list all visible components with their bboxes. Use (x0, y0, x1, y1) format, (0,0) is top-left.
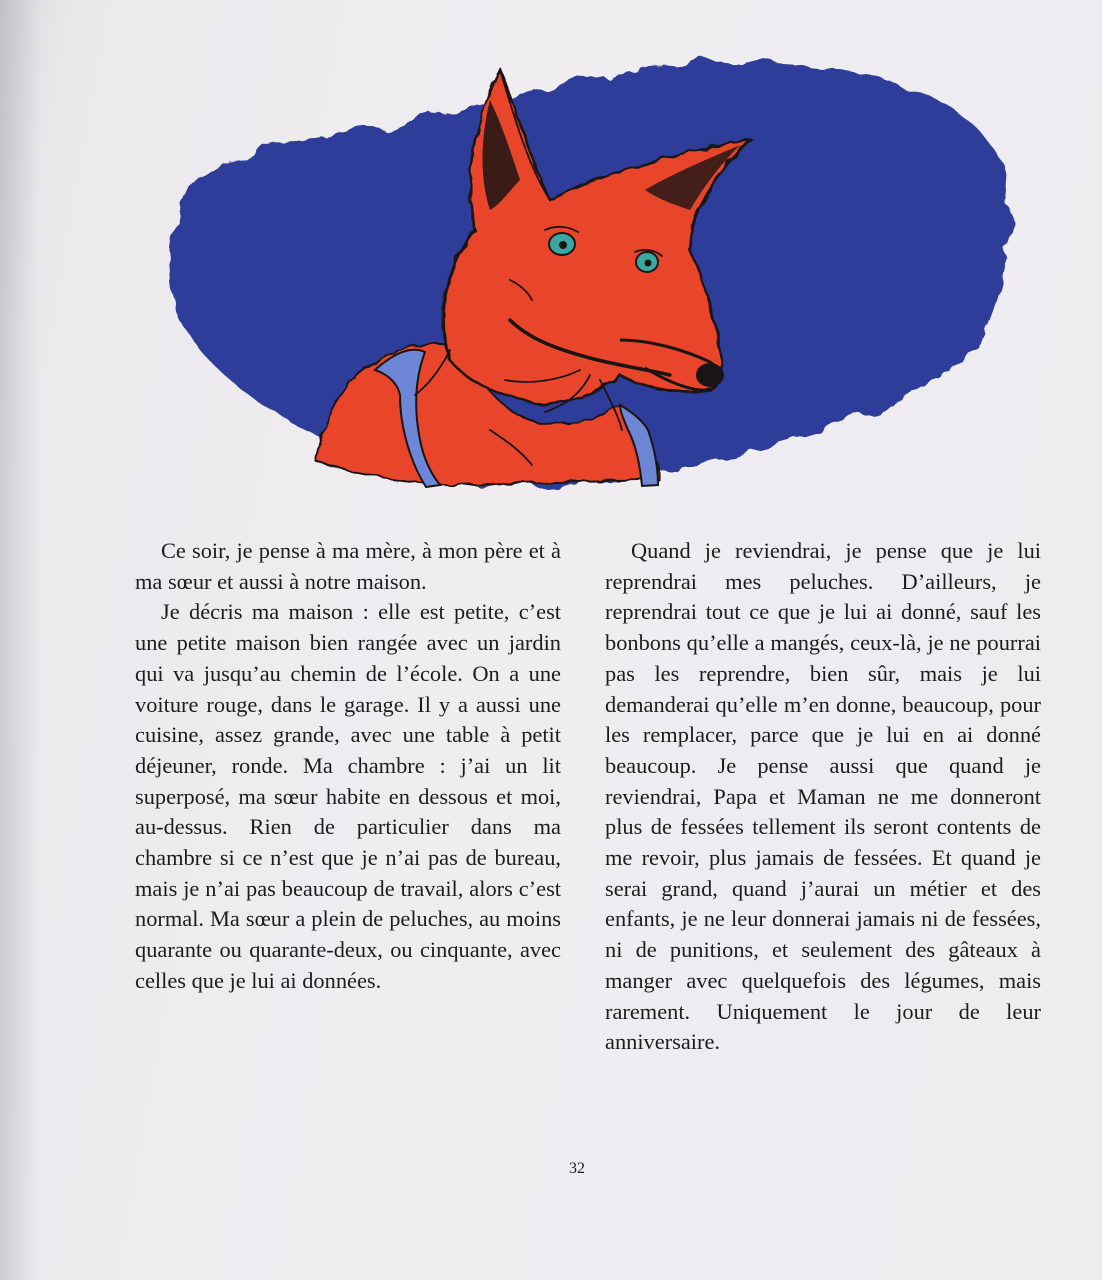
fox-illustration (150, 40, 1030, 510)
fox-nose (696, 363, 724, 387)
fox-pupil-right (645, 260, 652, 267)
paragraph: Je décris ma maison : elle est petite, c’est une petite maison bien rangée avec un jardin qui va jusqu’au chemin de l’école. On a une voiture rouge, dans le garage. Il y a aussi une cuisine, assez grande, avec une table à petit déjeuner, ronde. Ma chambre : j’ai un lit superposé, ma sœur habite en dessous et moi, au-dessus. Rien de particulier dans ma chambre si ce n’est que je n’ai pas de bureau, mais je n’ai pas beaucoup de travail, alors c’est normal. Ma sœur a plein de peluches, au moins quarante ou quarante-deux, ou cinquante, avec celles que je lui ai données. (135, 599, 561, 993)
fox-pupil-left (559, 241, 567, 249)
paragraph: Quand je reviendrai, je pense que je lui reprendrai mes peluches. D’ailleurs, je reprendrai tout ce que je lui ai donné, sauf les bonbons qu’elle a mangés, ceux-là, je ne pourrai pas les reprendre, bien sûr, mais je lui demanderai qu’elle m’en donne, beaucoup, pour les remplacer, parce que je lui en ai donné beaucoup. Je pense aussi que quand je reviendrai, Papa et Maman ne me donneront plus de fessées tellement ils seront contents de me revoir, plus jamais de fessées. Et quand je serai grand, quand j’aurai un métier et des enfants, je ne leur donnerai jamais ni de fessées, ni de punitions, et seulement des gâteaux à manger avec quelquefois des légumes, mais rarement. Uniquement le jour de leur anniversaire. (605, 538, 1041, 1055)
text-column-right (605, 536, 1041, 1058)
page-gutter-shadow (0, 0, 40, 1280)
paragraph: Ce soir, je pense à ma mère, à mon père et à ma sœur et aussi à notre maison. (135, 538, 561, 594)
text-column-left (135, 536, 561, 997)
page-number: 32 (569, 1160, 585, 1177)
